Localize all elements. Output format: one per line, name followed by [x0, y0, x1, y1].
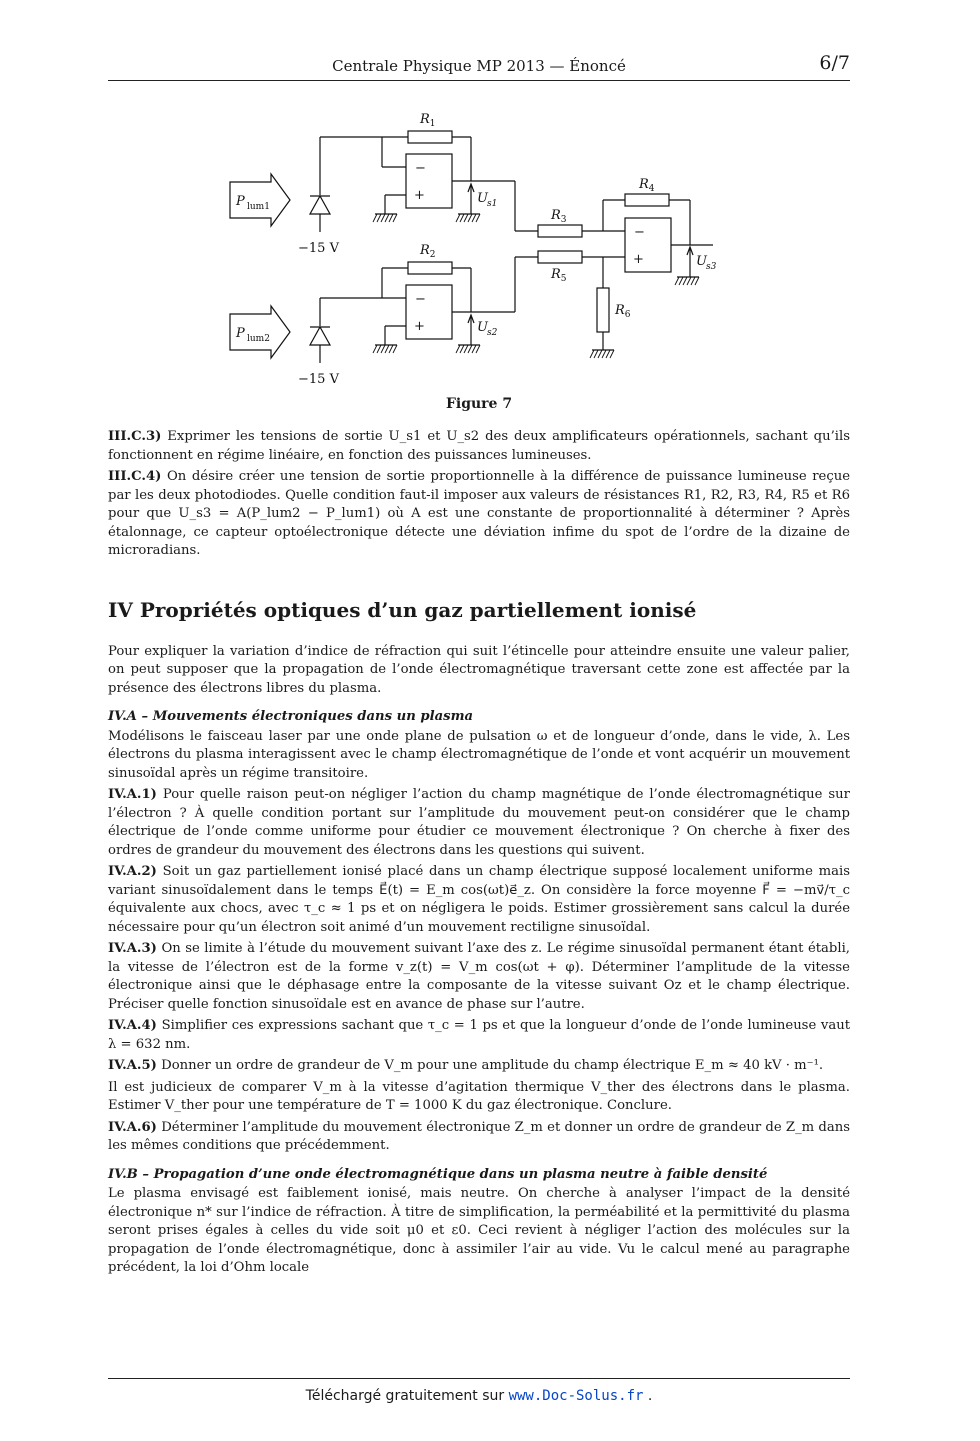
question-number: IV.A.2) [108, 864, 157, 879]
plum1-sub: lum1 [247, 202, 270, 212]
question-text: On désire créer une tension de sortie proportionnelle à la différence de puissance lumineuse reçue par les deux photodiodes. Quelle condition faut-il imposer aux valeurs de résistances R1, R2, R3, R4, R5 et R6 pour que U_s3 = A(P_lum2 − P_lum1) où A est une constante de proportionnalité à déterminer ? Après étalonnage, ce capteur optoélectronique détecte une déviation infime du spot de l’ordre de la dizaine de microradians. [108, 469, 851, 558]
us3-label: U [696, 254, 707, 269]
question-iv-a5 [108, 1057, 850, 1076]
question-number: IV.A.1) [108, 787, 157, 802]
question-iv-a4 [108, 1017, 850, 1054]
question-iv-a6 [108, 1119, 850, 1156]
r1-label: $R_1$ [420, 112, 436, 129]
resistor-r1 [408, 131, 452, 143]
question-number: IV.A.6) [108, 1119, 157, 1135]
subsection-text: Le plasma envisagé est faiblement ionisé, mais neutre. On cherche à analyser l’impact de la densité électronique n* sur l’indice de réfraction. À titre de simplification, la perméabilité et la permittivité du plasma seront prises égales à celles du vide soit μ0 et ε0. Ceci revient à négliger l’action des molécules sur la propagation de l’onde électromagnétique, donc à assimiler l’air au vide. Vu le calcul mené au paragraphe précédent, la loi d’Ohm locale [108, 1186, 850, 1275]
diode-2-triangle [310, 327, 330, 345]
question-number: III.C.3) [108, 429, 162, 444]
header-title: Centrale Physique MP 2013 — Énoncé [332, 57, 626, 75]
question-iv-a3 [108, 940, 850, 1014]
question-iii-c3 [108, 428, 850, 465]
opamp-1-plus: + [414, 188, 425, 203]
footer-text: Téléchargé gratuitement sur [305, 1388, 509, 1404]
resistor-r5 [538, 251, 582, 263]
footer-link[interactable]: www.Doc-Solus.fr [508, 1388, 644, 1404]
question-number: III.C.4) [108, 469, 162, 484]
question-text: Soit un gaz partiellement ionisé placé dans un champ électrique supposé localement uniforme mais variant sinusoïdalement dans le temps E⃗(t) = E_m cos(ωt)e⃗_z. On considère la force moyenne F⃗ = −mv⃗/τ_c équivalente aux chocs, avec τ_c ≈ 1 ps et on négligera le poids. Estimer grossièrement sans calcul la durée nécessaire pour qu’un électron soit animé d’un mouvement rectiligne sinusoïdal. [108, 864, 850, 935]
question-number: IV.A.5) [108, 1058, 157, 1073]
us2-label: U [477, 320, 488, 335]
us3-sub: s3 [706, 262, 717, 272]
us1-sub: s1 [487, 199, 498, 209]
page-body [108, 428, 850, 1281]
circuit-figure [108, 92, 850, 422]
question-text: Pour quelle raison peut-on négliger l’action du champ magnétique de l’onde électromagnétique sur l’électron ? À quelle condition portant sur l’amplitude du mouvement peut-on considérer que le champ électrique de l’onde comme uniforme pour étudier ce mouvement électronique ? On cherche à fixer des ordres de grandeur du mouvement des électrons dans les questions qui suivent. [108, 787, 850, 858]
diode-1-triangle [310, 196, 330, 214]
question-iv-a5-more: Il est judicieux de comparer V_m à la vitesse d’agitation thermique V_ther des électrons dans le plasma. Estimer V_ther pour une température de T = 1000 K du gaz électronique. Conclure. [108, 1079, 850, 1113]
circuit-diagram [108, 92, 850, 392]
r4-label: $R_4$ [639, 177, 655, 194]
question-iv-a2 [108, 863, 850, 937]
r5-label: $R_5$ [551, 267, 567, 284]
question-text: Exprimer les tensions de sortie U_s1 et U_s2 des deux amplificateurs opérationnels, sachant qu’ils fonctionnent en régime linéaire, en fonction des puissances lumineuses. [108, 429, 850, 463]
subsection-title-iva: IV.A – Mouvements électroniques dans un plasma [108, 709, 474, 724]
opamp-2-minus: − [415, 292, 426, 307]
opamp-3-plus: + [633, 252, 644, 267]
question-number: IV.A.4) [108, 1018, 157, 1033]
question-iv-a1 [108, 786, 850, 860]
question-iii-c4 [108, 468, 850, 561]
opamp-1-minus: − [415, 161, 426, 176]
section-intro: Pour expliquer la variation d’indice de réfraction qui suit l’étincelle pour atteindre ensuite une valeur palier, on peut supposer que la propagation de l’onde électromagnétique traversant cette zone est affectée par la présence des électrons libres du plasma. [108, 643, 850, 696]
r3-label: $R_3$ [551, 208, 567, 225]
question-text: On se limite à l’étude du mouvement suivant l’axe des z. Le régime sinusoïdal permanent étant établi, la vitesse de l’électron est de la forme v_z(t) = V_m cos(ωt + φ). Déterminer l’amplitude de la vitesse électronique ainsi que le déphasage entre la composante de la vitesse suivant Oz et le champ électrique. Préciser quelle fonction sinusoïdale est en avance de phase sur l’autre. [108, 941, 850, 1012]
page-number: 6/7 [819, 52, 850, 74]
page-footer [108, 1378, 850, 1404]
ground-hatch [373, 214, 397, 222]
r2-label: $R_2$ [420, 243, 436, 260]
resistor-r2 [408, 262, 452, 274]
plum2-sub: lum2 [247, 334, 270, 344]
us1-label: U [477, 191, 488, 206]
plum2-label: P [236, 326, 245, 341]
opamp-2-plus: + [414, 319, 425, 334]
question-number: IV.A.3) [108, 941, 157, 956]
question-text: Donner un ordre de grandeur de V_m pour une amplitude du champ électrique E_m ≈ 40 kV · m⁻¹. [161, 1058, 824, 1073]
subsection-title-ivb: IV.B – Propagation d’une onde électromagnétique dans un plasma neutre à faible densité [108, 1166, 768, 1182]
supply-label-1: −15 V [298, 241, 339, 256]
footer-end: . [643, 1388, 653, 1404]
supply-label-2: −15 V [298, 372, 339, 387]
page-header [108, 52, 850, 81]
subsection-intro: Modélisons le faisceau laser par une onde plane de pulsation ω et de longueur d’onde, dans le vide, λ. Les électrons du plasma interagissent avec le champ électromagnétique de l’onde et vont acquérir un mouvement sinusoïdal après un régime transitoire. [108, 728, 850, 781]
resistor-r6 [597, 288, 609, 332]
question-text: Simplifier ces expressions sachant que τ_c = 1 ps et que la longueur d’onde de l’onde lumineuse vaut λ = 632 nm. [108, 1018, 850, 1052]
us2-sub: s2 [487, 328, 498, 338]
opamp-3 [625, 218, 671, 272]
opamp-3-minus: − [634, 225, 645, 240]
opamp-1 [406, 154, 452, 208]
section-title: IV Propriétés optiques d’un gaz partiellement ionisé [108, 597, 697, 622]
figure-caption: Figure 7 [445, 396, 513, 412]
plum1-label: P [236, 194, 245, 209]
resistor-r4 [625, 194, 669, 206]
r6-label: $R_6$ [615, 303, 631, 320]
resistor-r3 [538, 225, 582, 237]
opamp-2 [406, 285, 452, 339]
question-text: Déterminer l’amplitude du mouvement électronique Z_m et donner un ordre de grandeur de Z_m dans les mêmes conditions que précédemment. [108, 1119, 850, 1153]
